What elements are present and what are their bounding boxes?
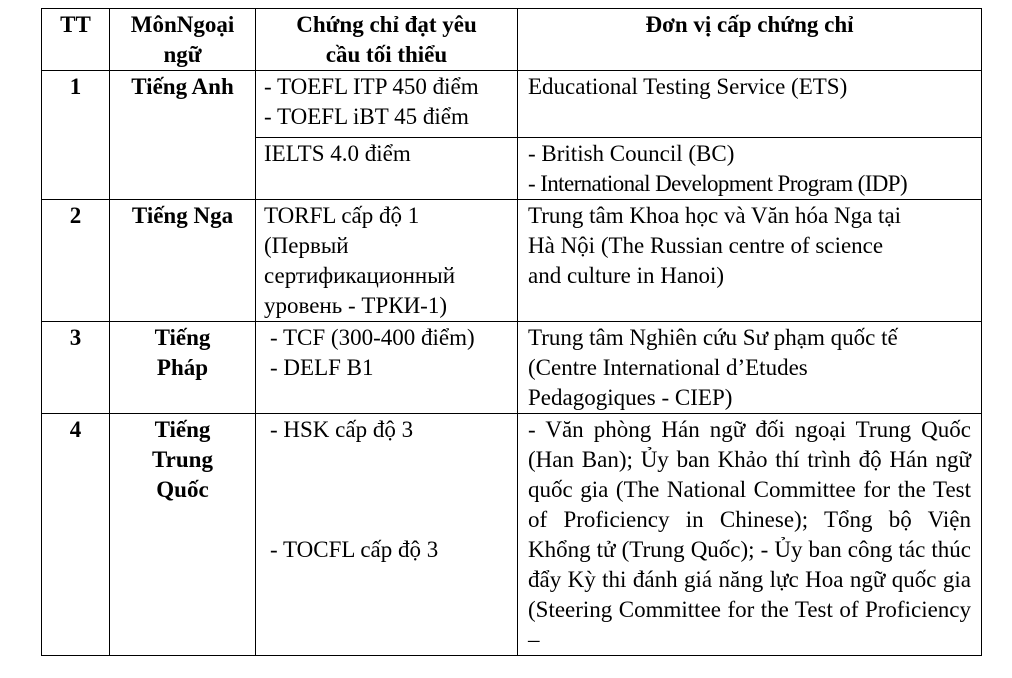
table-row [42, 414, 982, 656]
certificate-cell: TORFL cấp độ 1 (Первый сертификационный уровень - ТРКИ-1) [256, 200, 518, 322]
table-row [42, 200, 982, 322]
certificate-cell: IELTS 4.0 điểm [256, 138, 518, 200]
document-page [41, 8, 981, 656]
language-name: Tiếng Anh [110, 71, 256, 200]
header-certificate: Chứng chỉ đạt yêu cầu tối thiểu [256, 9, 518, 71]
row-number: 1 [42, 71, 110, 200]
table-header-row [42, 9, 982, 71]
issuer-cell: - Văn phòng Hán ngữ đối ngoại Trung Quốc (Han Ban); Ủy ban Khảo thí trình độ Hán ngữ quốc gia (The National Committee for the Test of Proficiency in Chinese); Tổng bộ Viện Khổng tử (Trung Quốc); - Ủy ban công tác thúc đẩy Kỳ thi đánh giá năng lực Hoa ngữ quốc gia (Steering Committee for the Test of Proficiency – [518, 414, 982, 656]
issuer-cell: Trung tâm Khoa học và Văn hóa Nga tại Hà Nội (The Russian centre of science and culture in Hanoi) [518, 200, 982, 322]
row-number: 3 [42, 322, 110, 414]
language-name: Tiếng Trung Quốc [110, 414, 256, 656]
language-certificate-table [41, 8, 982, 656]
header-tt: TT [42, 9, 110, 71]
issuer-cell: - British Council (BC) - International Development Program (IDP) [518, 138, 982, 200]
table-row [42, 71, 982, 138]
spacer [270, 445, 513, 535]
table-row [42, 322, 982, 414]
certificate-cell: - HSK cấp độ 3 - TOCFL cấp độ 3 [256, 414, 518, 656]
row-number: 4 [42, 414, 110, 656]
certificate-cell: - TOEFL ITP 450 điểm - TOEFL iBT 45 điểm [256, 71, 518, 138]
issuer-cell: Trung tâm Nghiên cứu Sư phạm quốc tế (Centre International d’Etudes Pedagogiques - CIEP) [518, 322, 982, 414]
language-name: Tiếng Pháp [110, 322, 256, 414]
header-issuer: Đơn vị cấp chứng chỉ [518, 9, 982, 71]
header-language: MônNgoại ngữ [110, 9, 256, 71]
row-number: 2 [42, 200, 110, 322]
issuer-cell: Educational Testing Service (ETS) [518, 71, 982, 138]
language-name: Tiếng Nga [110, 200, 256, 322]
certificate-cell: - TCF (300-400 điểm) - DELF B1 [256, 322, 518, 414]
